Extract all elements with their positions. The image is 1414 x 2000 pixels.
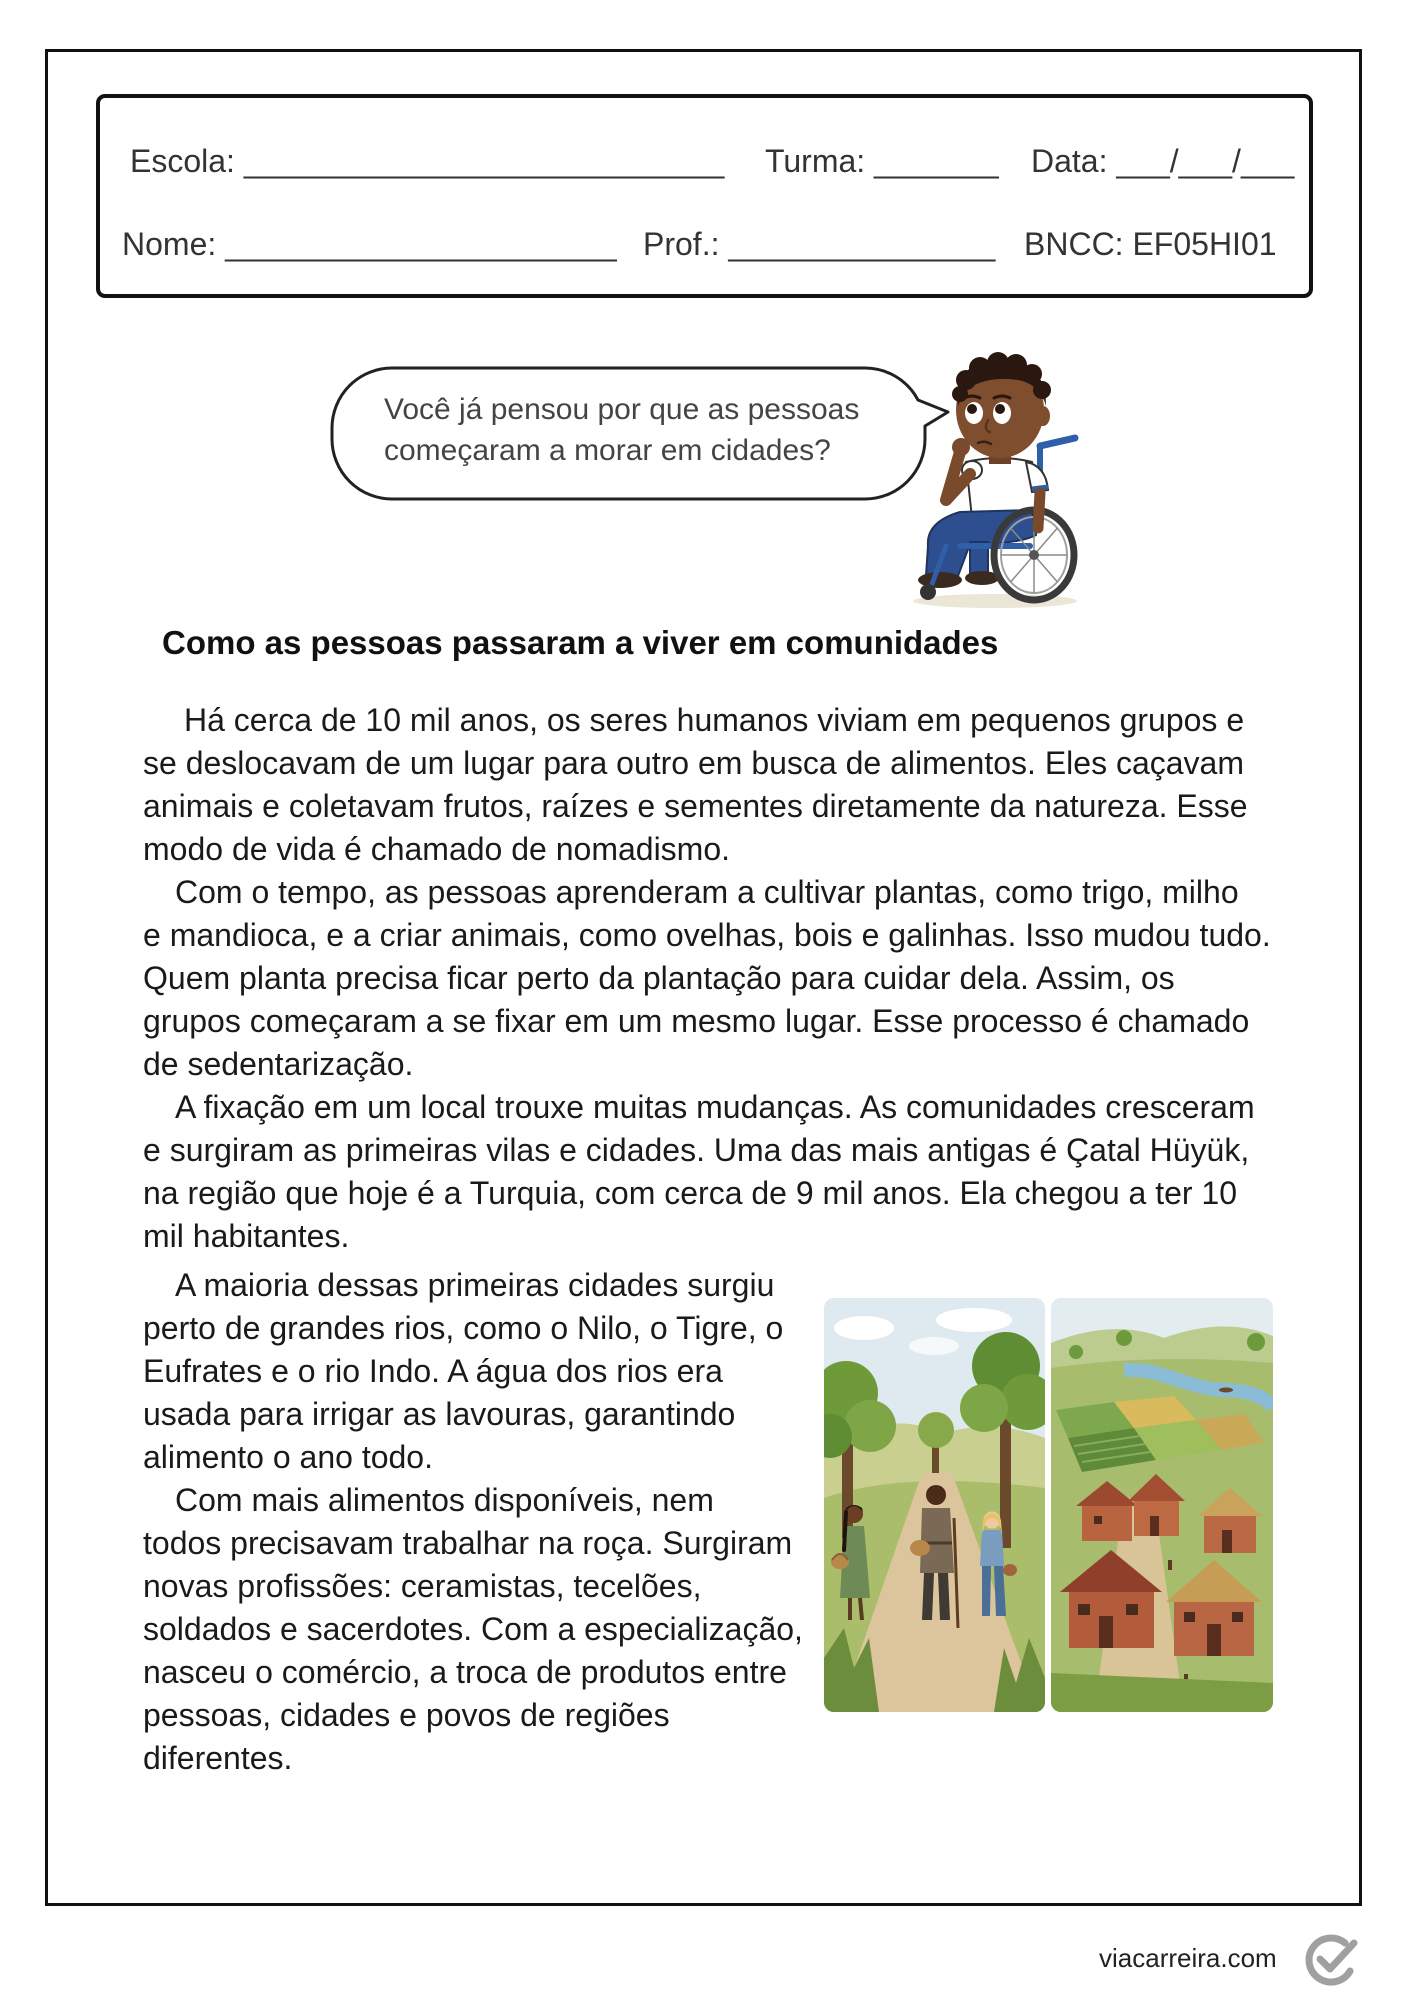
text-line: nasceu o comércio, a troca de produtos entre [143,1654,787,1690]
header-form [96,94,1313,298]
text-line: A fixação em um local trouxe muitas mudanças. As comunidades cresceram [175,1089,1255,1125]
date-field: Data: ___/___/___ [1031,143,1295,179]
text-line: A maioria dessas primeiras cidades surgiu [175,1267,775,1303]
page-title: Como as pessoas passaram a viver em comunidades [162,624,999,661]
text-line: perto de grandes rios, como o Nilo, o Tigre, o [143,1310,784,1346]
speech-bubble-line: Você já pensou por que as pessoas [384,393,860,426]
text-line: todos precisavam trabalhar na roça. Surgiram [143,1525,793,1561]
text-line: e surgiram as primeiras vilas e cidades. Uma das mais antigas é Çatal Hüyük, [143,1132,1250,1168]
text-block-2 [143,1264,803,1780]
text-line: se deslocavam de um lugar para outro em busca de alimentos. Eles caçavam [143,745,1244,781]
text-line: na região que hoje é a Turquia, com cerca de 9 mil anos. Ela chegou a ter 10 [143,1175,1238,1211]
text-line: mil habitantes. [143,1218,350,1254]
village-panel [1051,1298,1273,1712]
footer-site-name: viacarreira.com [1099,1943,1277,1973]
class-field: Turma: _______ [765,143,999,179]
speech-bubble [320,360,960,510]
text-line: de sedentarização. [143,1046,414,1082]
text-line: Quem planta precisa ficar perto da plantação para cuidar dela. Assim, os [143,960,1175,996]
text-line: alimento o ano todo. [143,1439,433,1475]
text-line: e mandioca, e a criar animais, como ovelhas, bois e galinhas. Isso mudou tudo. [143,917,1271,953]
text-line: animais e coletavam frutos, raízes e sementes diretamente da natureza. Esse [143,788,1248,824]
speech-bubble-text [384,389,859,471]
school-field: Escola: ___________________________ [130,143,725,179]
text-line: Com o tempo, as pessoas aprenderam a cultivar plantas, como trigo, milho [175,874,1239,910]
speech-bubble-line: começaram a morar em cidades? [384,434,831,467]
text-line: modo de vida é chamado de nomadismo. [143,831,731,867]
text-block-1 [143,699,1271,1258]
text-line: usada para irrigar as lavouras, garantindo [143,1396,736,1432]
teacher-field: Prof.: _______________ [643,226,996,262]
check-circle-icon [1302,1927,1360,1991]
hand-on-chin [952,438,970,456]
nomads-and-village-illustration [824,1298,1273,1712]
text-line: grupos começaram a se fixar em um mesmo lugar. Esse processo é chamado [143,1003,1250,1039]
name-field: Nome: ______________________ [122,226,617,262]
boy-wheelchair-illustration [900,350,1085,610]
text-line: novas profissões: ceramistas, tecelões, [143,1568,702,1604]
text-line: Há cerca de 10 mil anos, os seres humanos viviam em pequenos grupos e [184,702,1245,738]
text-line: Eufrates e o rio Indo. A água dos rios era [143,1353,723,1389]
nomads-panel [824,1298,1056,1712]
text-line: Com mais alimentos disponíveis, nem [175,1482,714,1518]
bncc-code: BNCC: EF05HI01 [1024,226,1277,262]
text-line: soldados e sacerdotes. Com a especialização, [143,1611,803,1647]
text-line: diferentes. [143,1740,293,1776]
text-line: pessoas, cidades e povos de regiões [143,1697,670,1733]
